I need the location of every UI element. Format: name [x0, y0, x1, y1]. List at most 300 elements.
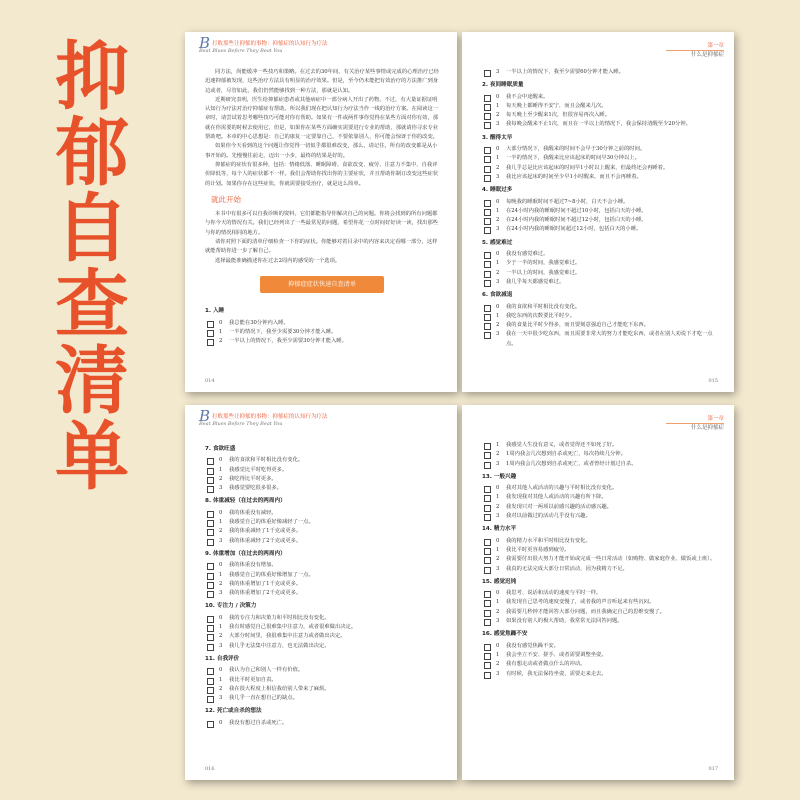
checklist-item: [205, 694, 439, 703]
score-value: 2: [496, 503, 500, 510]
item-text: 我的体重增加了2千克或更多。: [229, 590, 302, 597]
score-value: 3: [219, 485, 223, 492]
item-text: 在24小时内我的睡眠时间不超过10小时，包括白天的小睡。: [506, 207, 647, 214]
item-text: 我发现自己思考的速度变慢了，或者我的声音听起来有些沉闷。: [506, 599, 655, 606]
paragraph: 请你对照下面的清单仔细检查一下你的症状。你能够对着目录中的内容来决定看哪一部分，这样就能帮助你进一步了解自己。: [205, 239, 438, 255]
score-value: 0: [496, 642, 500, 649]
score-value: 2: [496, 164, 500, 171]
item-text: 我吃东西的次数要比平时少。: [506, 312, 575, 319]
score-value: 1: [496, 651, 500, 658]
checklist-item: [205, 614, 439, 623]
paragraph: 选择最能准确描述你在过去2周内的感受的一个选项。: [215, 257, 341, 264]
checkbox[interactable]: [484, 662, 491, 669]
page-header: [199, 34, 328, 55]
checklist-item: [482, 216, 716, 225]
page-header: [199, 407, 328, 428]
checkbox[interactable]: [484, 672, 491, 679]
item-text: 我没有感觉难过。: [506, 251, 549, 258]
score-value: 3: [496, 173, 500, 180]
book-title-cn: 打败那些让抑郁的事物：抑郁症的认知行为疗法: [212, 41, 328, 47]
checkbox[interactable]: [484, 113, 491, 120]
checklist-item: [482, 598, 716, 607]
checkbox[interactable]: [484, 567, 491, 574]
item-text: 我的体重减轻了2千克或更多。: [229, 537, 302, 544]
score-value: 2: [496, 269, 500, 276]
score-value: 1: [496, 102, 500, 109]
question-list: [482, 441, 716, 679]
item-text: 有时候，我无法保持坐姿，需要走来走去。: [506, 670, 607, 677]
checklist-item: [482, 68, 716, 77]
checklist-item: [482, 154, 716, 163]
item-text: 如果没有别人的极大帮助，我常常无法回答问题。: [506, 618, 623, 625]
title-char: 抑: [55, 34, 129, 120]
score-value: 3: [219, 537, 223, 544]
checklist-item: [205, 580, 439, 589]
item-text: 我需要付出很大努力才能开始或完成一些日常活动（如购物、做家庭作业、做饭或上班）。: [506, 556, 716, 563]
checkbox[interactable]: [484, 70, 491, 77]
checkbox[interactable]: [484, 209, 491, 216]
checklist-item: [482, 555, 716, 564]
checklist-item: [482, 207, 716, 216]
checkbox[interactable]: [484, 495, 491, 502]
checklist-item: [482, 565, 716, 574]
checkbox[interactable]: [207, 477, 214, 484]
checkbox[interactable]: [207, 573, 214, 580]
score-value: 1: [219, 466, 223, 473]
checklist-item: [205, 666, 439, 675]
item-text: 我的食量比平时少得多，而且要刻意强迫自己才能吃下东西。: [506, 322, 650, 329]
score-value: 1: [496, 260, 500, 267]
page-body: [482, 441, 716, 679]
checkbox[interactable]: [207, 330, 214, 337]
paragraph: 如果你今天看到的这个问题让你觉得一切似乎都很难改变，那么，请记住，所有的改变都是从小事开始的。先慢慢往前走，迈出一小步，最终的结果是好的。: [205, 143, 438, 159]
checkbox[interactable]: [484, 271, 491, 278]
score-value: 0: [496, 251, 500, 258]
score-value: 2: [496, 322, 500, 329]
score-value: 2: [219, 338, 223, 345]
checkbox[interactable]: [484, 539, 491, 546]
checkbox[interactable]: [484, 323, 491, 330]
checkbox[interactable]: [207, 339, 214, 346]
checklist-item: [482, 670, 716, 679]
book-page-015: [462, 32, 734, 392]
item-text: 我在很大程度上相信我给别人带来了麻烦。: [229, 685, 330, 692]
score-value: 3: [496, 278, 500, 285]
checkbox[interactable]: [207, 696, 214, 703]
chapter-label: 第一章: [707, 43, 724, 49]
item-text: 我几乎总是比应该起床的时间早1小时以上醒来，但最终还会再睡着。: [506, 164, 669, 171]
checkbox[interactable]: [484, 644, 491, 651]
score-value: 1: [496, 442, 500, 448]
checklist-banner: 抑郁症症状快速自查清单: [260, 276, 384, 293]
question-heading: 9. 体重增加（在过去的两周内）: [205, 550, 286, 557]
score-value: 3: [496, 121, 500, 128]
checklist-item: [205, 685, 439, 694]
score-value: 1: [496, 546, 500, 553]
item-text: 我感觉自己的体重好像增加了一点。: [229, 571, 314, 578]
checklist-item: [205, 632, 439, 641]
page-number: 017: [708, 766, 718, 772]
score-value: 2: [219, 528, 223, 535]
item-text: 我的体重增加了1千克或更多。: [229, 580, 302, 587]
score-value: 0: [496, 93, 500, 100]
item-text: 1周内我会几次想到自杀或死亡，每次持续几分钟。: [506, 451, 626, 458]
checkbox[interactable]: [484, 227, 491, 234]
item-text: 我的食欲和平时相比没有变化。: [229, 457, 304, 464]
title-char: 单: [55, 414, 129, 500]
checkbox[interactable]: [484, 261, 491, 268]
checkbox[interactable]: [484, 122, 491, 129]
score-value: 0: [496, 537, 500, 544]
score-value: 0: [219, 614, 223, 621]
header-rule: [666, 50, 724, 51]
item-text: 我感觉自己的体重好像减轻了一点。: [229, 519, 314, 526]
checkbox[interactable]: [484, 156, 491, 163]
checklist-item: [205, 623, 439, 632]
item-text: 我比平时更容易感到疲劳。: [506, 546, 570, 553]
item-text: 我几乎一直在想自己的缺点。: [229, 695, 298, 702]
checkbox[interactable]: [207, 616, 214, 623]
checklist-item: [205, 518, 439, 527]
checklist-item: [482, 312, 716, 321]
chapter-label: 第一章: [707, 416, 724, 422]
item-text: 我需要几秒钟才能回答大部分问题，而且我确定自己的思维变慢了。: [506, 608, 665, 615]
checkbox[interactable]: [207, 678, 214, 685]
item-text: 我对以前做过的活动几乎没有兴趣。: [506, 513, 591, 520]
checkbox[interactable]: [484, 147, 491, 154]
checkbox[interactable]: [484, 548, 491, 555]
item-text: 少于一半的时间，我感觉难过。: [506, 260, 581, 267]
score-value: 3: [496, 565, 500, 572]
checklist-item: [205, 719, 439, 728]
checkbox[interactable]: [484, 505, 491, 512]
checkbox[interactable]: [207, 468, 214, 475]
score-value: 3: [496, 69, 500, 75]
paragraph: 近期研究表明，医生给抑郁症患者或其他病症中一部分病人开出了药物，不过，有大量证据证明认知行为疗法对治疗抑郁症有帮助。所以我们现在把认知行为疗法当作一线的治疗方案。在阅读这一章时，请尝试着思考哪些技巧可能对你有帮助。如果有一件或两件事你觉得在某些方面对你有效，那就在你需要的时候去使用它，但是，如果你在某些方面确实需要进行专业的帮助，那就请你寻求专业帮助吧。本章的中心思想是：自己的康复一定要靠自己，不要依靠别人，你可能会惊讶于你的改变。: [205, 96, 439, 141]
item-text: 我有时感觉自己很难集中注意力，或者很难做出决定。: [229, 624, 357, 631]
checkbox[interactable]: [484, 514, 491, 521]
item-text: 每天晚上至少醒来1次，但很容易再次入睡。: [506, 112, 611, 119]
checklist-item: [482, 546, 716, 555]
item-text: 我的食欲和平时相比没有变化。: [506, 303, 581, 310]
score-value: 0: [219, 562, 223, 569]
item-text: 我比平时更加自责。: [229, 676, 277, 683]
checklist-item: [205, 527, 439, 536]
item-text: 我感觉比平时吃得更多。: [229, 466, 288, 473]
item-text: 一半的情况下，我至少需要30分钟才能入睡。: [229, 328, 337, 335]
question-heading: 6. 食欲减退: [482, 292, 513, 299]
item-text: 每晚我的睡眠时间不超过7~8小时，白天不会小睡。: [506, 198, 629, 205]
page-header: [666, 42, 724, 59]
item-text: 我每晚会醒来不止1次，而且在一半以上的情况下，我会保持清醒至少20分钟。: [506, 121, 691, 128]
checkbox[interactable]: [484, 653, 491, 660]
item-text: 我吃得比平时更多。: [229, 475, 277, 482]
score-value: 3: [219, 590, 223, 597]
checkbox[interactable]: [484, 610, 491, 617]
question-heading: 12. 死亡或自杀的想法: [205, 708, 262, 715]
checkbox[interactable]: [207, 687, 214, 694]
checklist-item: [482, 278, 716, 287]
checkbox[interactable]: [484, 443, 491, 450]
checklist-item: [482, 503, 716, 512]
checkbox[interactable]: [207, 668, 214, 675]
question-heading: 7. 食欲旺盛: [205, 446, 236, 452]
checklist-item: [482, 93, 716, 102]
item-text: 一半的情况下，我醒来比应该起床的时间早30分钟以上。: [506, 155, 640, 162]
book-title-en: Beat Blues Before They Beat You: [199, 421, 283, 427]
page-number: 014: [205, 378, 215, 384]
score-value: 2: [496, 661, 500, 668]
checklist-item: [482, 512, 716, 521]
checklist-item: [482, 537, 716, 546]
checklist-item: [482, 651, 716, 660]
score-value: 1: [496, 207, 500, 214]
checkbox[interactable]: [484, 557, 491, 564]
checkbox[interactable]: [484, 200, 491, 207]
question-heading: 13. 一般兴趣: [482, 473, 517, 480]
checklist-item: [482, 145, 716, 154]
checklist-item: [482, 450, 716, 459]
page-body: [205, 68, 439, 346]
checkbox[interactable]: [484, 486, 491, 493]
item-text: 我几乎每天都感觉难过。: [506, 278, 565, 285]
item-text: 我发现只对一两项以前感兴趣的活动感兴趣。: [506, 503, 612, 510]
question-heading: 1. 入睡: [205, 308, 225, 315]
checkbox[interactable]: [484, 462, 491, 469]
score-value: 2: [496, 112, 500, 119]
score-value: 0: [219, 319, 223, 326]
page-number: 016: [205, 766, 215, 772]
item-text: 我会坐立不安、搓手、或者需要调整坐姿。: [506, 651, 607, 658]
question-heading: 3. 醒得太早: [482, 134, 513, 141]
item-text: 我的体重没有减轻。: [229, 509, 277, 516]
checklist-item: [482, 250, 716, 259]
book-logo: B: [199, 34, 211, 52]
checklist-item: [205, 319, 439, 328]
score-value: 3: [496, 618, 500, 625]
title-char: 自: [55, 186, 129, 272]
item-text: 我发现我对其他人或活动的兴趣有所下降。: [506, 494, 607, 501]
checklist-item: [482, 111, 716, 120]
question-list: [205, 445, 439, 728]
question-heading: 5. 感觉难过: [482, 239, 513, 246]
item-text: 在24小时内我的睡眠时间不超过12小时，包括白天的小睡。: [506, 217, 647, 224]
item-text: 我思考、说话和活动的速度与平时一样。: [506, 590, 602, 597]
score-value: 0: [496, 198, 500, 205]
checklist-item: [482, 608, 716, 617]
checklist-item: [482, 493, 716, 502]
page-body: [205, 441, 439, 728]
checklist-item: [482, 303, 716, 312]
score-value: 1: [219, 624, 223, 631]
score-value: 0: [219, 719, 223, 726]
checkbox[interactable]: [207, 321, 214, 328]
score-value: 3: [496, 460, 500, 467]
score-value: 3: [219, 642, 223, 649]
paragraph: 同方法，尚能缓冲一些技巧和策略。在过去的30年间，有关治疗某些事情或完成的心理治疗已经迅速抑郁被发现，这些治疗方法具有明显的治疗效果。但是，至今仍未能把有效治疗的方法推广到身边或者，尽管如此，我们仍然能够找到一种方法，那就是认知。: [205, 69, 439, 94]
question-heading: 4. 睡眠过多: [482, 187, 513, 194]
checklist-item: [482, 120, 716, 129]
score-value: 0: [496, 590, 500, 597]
item-text: 我感觉要吃很多很多。: [229, 485, 282, 492]
item-text: 我没有感觉焦躁不安。: [506, 642, 559, 649]
score-value: 1: [219, 328, 223, 335]
item-text: 我的体重没有增加。: [229, 562, 277, 569]
checkbox[interactable]: [484, 314, 491, 321]
checklist-item: [205, 475, 439, 484]
item-text: 我不会中途醒来。: [506, 93, 549, 100]
score-value: 2: [219, 685, 223, 692]
question-heading: 16. 感觉焦躁不安: [482, 631, 528, 638]
checklist-item: [482, 269, 716, 278]
title-char: 查: [55, 262, 129, 348]
big-title: [42, 34, 142, 500]
item-text: 我认为自己和别人一样有价值。: [229, 667, 304, 674]
item-text: 大部分时间里，我很难集中注意力或者做出决定。: [229, 633, 346, 640]
checkbox[interactable]: [484, 104, 491, 111]
checkbox[interactable]: [207, 486, 214, 493]
item-text: 1周内我会几次想到自杀或死亡，或者曾经计划过自杀。: [506, 460, 637, 467]
checklist-item: [482, 660, 716, 669]
chapter-subtitle: 什么是抑郁症: [690, 52, 724, 58]
item-text: 在24小时内我的睡眠时间超过12小时，包括白天的小睡。: [506, 226, 642, 233]
checklist-item: [482, 164, 716, 173]
checkbox[interactable]: [207, 520, 214, 527]
page-number: 015: [708, 378, 718, 384]
question-list: [482, 68, 716, 349]
item-text: 我比应该起床的时间至少早1小时醒来，而且不会再睡着。: [506, 173, 642, 180]
title-char: 清: [55, 338, 129, 424]
score-value: 3: [496, 226, 500, 233]
score-value: 2: [496, 608, 500, 615]
question-heading: 2. 夜间睡眠质量: [482, 82, 524, 89]
checkbox[interactable]: [207, 539, 214, 546]
question-heading: 8. 体重减轻（在过去的两周内）: [205, 498, 286, 505]
checkbox[interactable]: [207, 625, 214, 632]
item-text: 我的体重减轻了1千克或更多。: [229, 528, 302, 535]
checklist-item: [482, 321, 716, 330]
paragraph: 抑郁症的症状有很多种，包括：情绪低落、睡眠障碍、食欲改变、疲劳、注意力不集中、自我评价降低等，每个人的症状都不一样。我们会帮助你找出你的主要症状，并且帮助你制订改变这些症状的计划。如果你存在这些症状，你就需要接受治疗，就是这么简单。: [205, 161, 439, 187]
question-list: [205, 307, 439, 346]
page-header: [666, 415, 724, 432]
checkbox[interactable]: [484, 175, 491, 182]
question-heading: 11. 自我评价: [205, 655, 240, 662]
score-value: 2: [219, 475, 223, 482]
checkbox[interactable]: [484, 452, 491, 459]
checkbox[interactable]: [484, 280, 491, 287]
score-value: 0: [219, 667, 223, 674]
score-value: 1: [219, 571, 223, 578]
book-logo: B: [199, 407, 211, 425]
checklist-item: [205, 561, 439, 570]
question-heading: 15. 感觉迟钝: [482, 578, 517, 585]
checkbox[interactable]: [207, 529, 214, 536]
checklist-item: [482, 102, 716, 111]
checklist-item: [482, 259, 716, 268]
item-text: 我对其他人或活动的兴趣与平时相比没有变化。: [506, 485, 618, 492]
book-page-016: [185, 405, 457, 780]
checklist-item: [205, 642, 439, 651]
header-rule: [666, 423, 724, 424]
score-value: 1: [496, 599, 500, 606]
item-text: 我有想走动或者做点什么的冲动。: [506, 661, 586, 668]
checklist-item: [205, 676, 439, 685]
item-text: 我的精力水平和平时相比没有变化。: [506, 537, 591, 544]
checklist-item: [205, 337, 439, 346]
item-text: 我感觉人生没有意义，或者觉得还不如死了好。: [506, 442, 618, 448]
score-value: 0: [496, 485, 500, 492]
score-value: 1: [496, 494, 500, 501]
checkbox[interactable]: [207, 458, 214, 465]
checkbox[interactable]: [207, 591, 214, 598]
checklist-item: [482, 225, 716, 234]
checkbox[interactable]: [484, 166, 491, 173]
score-value: 0: [219, 509, 223, 516]
score-value: 1: [496, 155, 500, 162]
checklist-item: [482, 330, 716, 349]
checkbox[interactable]: [207, 582, 214, 589]
item-text: 我在一天中很少吃东西，而且需要非常大的努力才能吃东西，或者在别人劝说下才吃一点点。: [506, 331, 713, 347]
score-value: 2: [496, 217, 500, 224]
checkbox[interactable]: [484, 591, 491, 598]
checklist-item: [482, 441, 716, 450]
score-value: 0: [219, 457, 223, 464]
item-text: 我没有想过自杀或死亡。: [229, 719, 288, 726]
checklist-item: [205, 484, 439, 493]
checkbox[interactable]: [207, 721, 214, 728]
item-text: 我几乎无法集中注意力，也无法做出决定。: [229, 642, 330, 649]
score-value: 1: [496, 312, 500, 319]
checkbox[interactable]: [484, 332, 491, 339]
checklist-item: [482, 589, 716, 598]
checkbox[interactable]: [207, 563, 214, 570]
score-value: 3: [496, 513, 500, 520]
book-title-cn: 打败那些让抑郁的事物：抑郁症的认知行为疗法: [212, 414, 328, 420]
checkbox[interactable]: [484, 95, 491, 102]
checkbox[interactable]: [484, 252, 491, 259]
question-heading: 10. 专注力 / 决策力: [205, 603, 257, 610]
checkbox[interactable]: [484, 305, 491, 312]
checklist-item: [482, 460, 716, 469]
paragraph: 本书中有很多可以自我诊断的资料，它们都能指导你解决自己的问题。你将会找到的所有问题都与你今天的情况有关。我们已经列出了一些最常见的问题，希望你花一点时间好好读一读，找出那些与你的情况相同的地方。: [205, 211, 439, 236]
score-value: 2: [219, 633, 223, 640]
chapter-subtitle: 什么是抑郁症: [690, 425, 724, 431]
item-text: 我真的无法完成大部分日常活动，因为我精力不足。: [506, 565, 628, 572]
item-text: 每天晚上都睡得不安宁，而且会醒来几次。: [506, 102, 607, 109]
checkbox[interactable]: [207, 644, 214, 651]
checklist-item: [205, 509, 439, 518]
book-page-017: [462, 405, 734, 780]
book-title-en: Beat Blues Before They Beat You: [199, 48, 283, 54]
item-text: 我总能在30分钟内入睡。: [229, 319, 289, 326]
item-text: 一半以上的情况下，我至少需要30分钟才能入睡。: [229, 338, 347, 345]
book-page-014: [185, 32, 457, 392]
checklist-item: [482, 642, 716, 651]
checkbox[interactable]: [484, 600, 491, 607]
checklist-item: [205, 328, 439, 337]
score-value: 2: [496, 451, 500, 458]
score-value: 3: [496, 670, 500, 677]
score-value: 0: [496, 303, 500, 310]
checkbox[interactable]: [484, 619, 491, 626]
checkbox[interactable]: [207, 511, 214, 518]
checklist-item: [482, 173, 716, 182]
title-char: 郁: [55, 110, 129, 196]
question-heading: 14. 精力水平: [482, 526, 517, 533]
checkbox[interactable]: [484, 218, 491, 225]
checkbox[interactable]: [207, 634, 214, 641]
checklist-item: [205, 571, 439, 580]
